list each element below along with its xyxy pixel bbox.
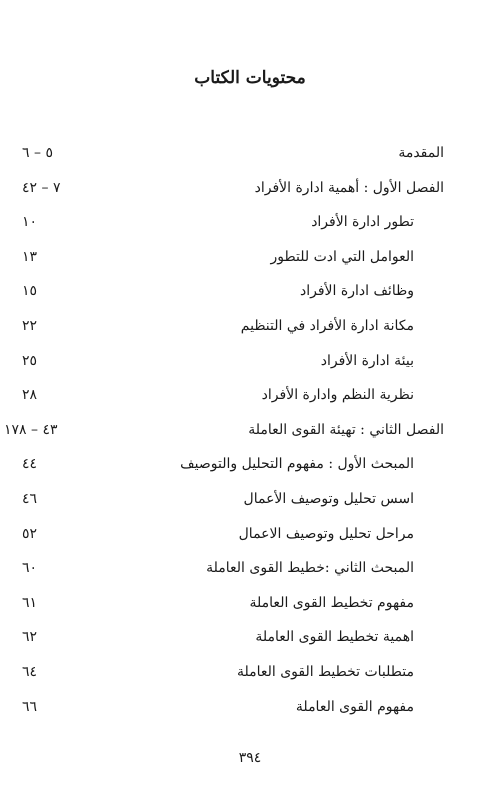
toc-entry-page: ٤٣ – ١٧٨ xyxy=(4,421,58,438)
toc-entry-title: المقدمة xyxy=(398,145,444,161)
toc-entry xyxy=(0,350,500,385)
toc-entry-page: ٢٨ xyxy=(22,387,38,404)
toc-entry-title: متطلبات تخطيط القوى العاملة xyxy=(236,663,414,680)
toc-entry xyxy=(0,315,500,350)
toc-entry-title: مكانة ادارة الأفراد في التنظيم xyxy=(240,317,414,334)
toc-entry-title: اسس تحليل وتوصيف الأعمال xyxy=(243,490,414,507)
toc-entry-page: ١٠ xyxy=(22,214,38,231)
toc-entry-page: ٦٢ xyxy=(22,629,38,646)
toc-entry-title: مراحل تحليل وتوصيف الاعمال xyxy=(238,525,414,542)
toc-entry-page: ٢٥ xyxy=(22,352,38,369)
toc-entry xyxy=(0,246,500,281)
toc-entry xyxy=(0,211,500,246)
toc-entry xyxy=(0,626,500,661)
toc-entry xyxy=(0,592,500,627)
toc-entry-title: نظرية النظم وادارة الأفراد xyxy=(261,387,414,404)
toc-entry-page: ٦٦ xyxy=(22,698,38,715)
toc-entry-title: العوامل التي ادت للتطور xyxy=(270,248,414,265)
toc-entry-title: الفصل الثاني : تهيئة القوى العاملة xyxy=(248,421,444,438)
toc-entry-title: مفهوم تخطيط القوى العاملة xyxy=(249,594,414,611)
toc-entry-title: المبحث الثاني :خطيط القوى العاملة xyxy=(206,560,414,577)
toc-entry-page: ٦٠ xyxy=(22,560,38,577)
toc-entry xyxy=(0,488,500,523)
toc-entry-title: وظائف ادارة الأفراد xyxy=(300,283,414,300)
toc-entry xyxy=(0,177,500,212)
toc-entry-page: ٦٤ xyxy=(22,663,38,680)
toc-entry xyxy=(0,142,500,177)
toc-entry-page: ٢٢ xyxy=(22,317,38,334)
toc-entry xyxy=(0,453,500,488)
toc-entry xyxy=(0,661,500,696)
toc-entry-page: ٤٦ xyxy=(22,490,38,507)
toc-entry-page: ٧ – ٤٢ xyxy=(22,179,61,196)
table-of-contents xyxy=(0,142,500,730)
toc-entry-page: ١٣ xyxy=(22,248,38,265)
toc-entry xyxy=(0,696,500,731)
toc-entry-page: ٤٤ xyxy=(22,456,38,473)
toc-entry-title: اهمية تخطيط القوى العاملة xyxy=(255,629,414,646)
toc-entry-title: بيئة ادارة الأفراد xyxy=(320,352,414,369)
toc-entry-page: ٥ – ٦ xyxy=(22,145,53,161)
toc-entry xyxy=(0,280,500,315)
toc-entry-title: تطور ادارة الأفراد xyxy=(311,214,414,231)
toc-entry xyxy=(0,384,500,419)
toc-entry-page: ٦١ xyxy=(22,594,38,611)
toc-entry-page: ٥٢ xyxy=(22,525,38,542)
toc-entry-title: المبحث الأول : مفهوم التحليل والتوصيف xyxy=(180,456,414,473)
toc-entry xyxy=(0,523,500,558)
toc-entry xyxy=(0,419,500,454)
page-number: ٣٩٤ xyxy=(238,750,262,766)
toc-entry-title: الفصل الأول : أهمية ادارة الأفراد xyxy=(254,179,444,196)
toc-entry-page: ١٥ xyxy=(22,283,38,300)
toc-entry-title: مفهوم القوى العاملة xyxy=(295,698,414,715)
page-title: محتويات الكتاب xyxy=(194,68,306,88)
toc-entry xyxy=(0,557,500,592)
